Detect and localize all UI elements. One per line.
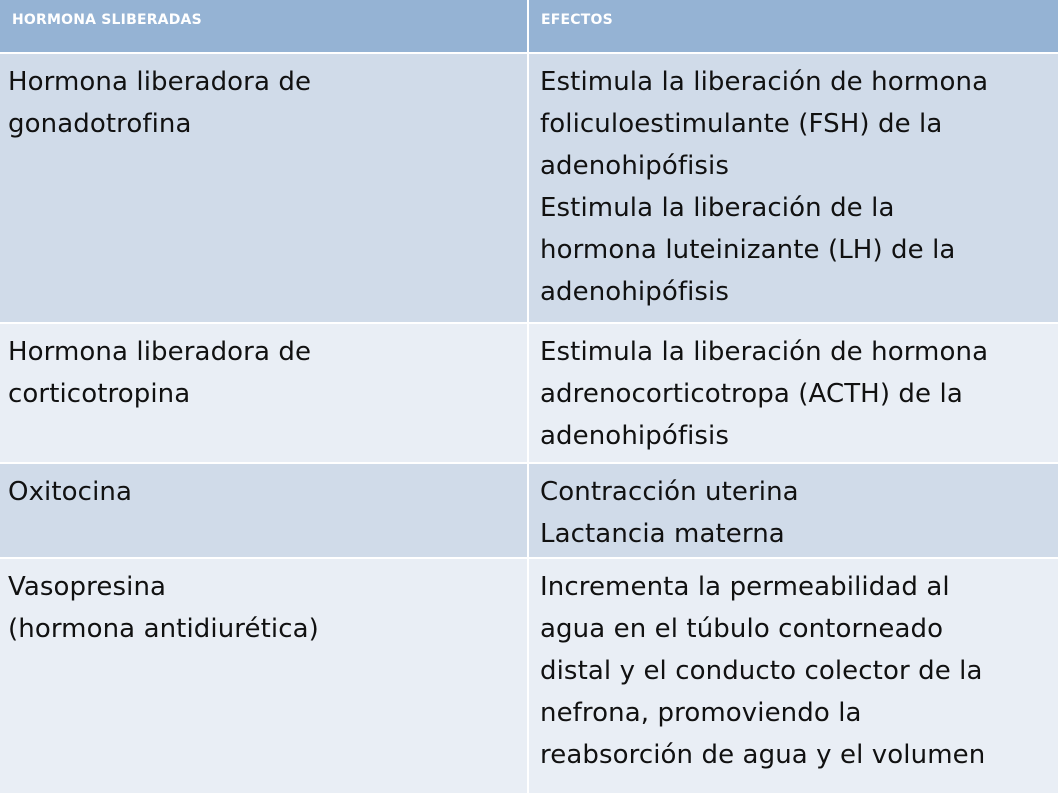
effect-text: Estimula la liberación de hormona — [540, 67, 989, 97]
effect-text: distal y el conducto colector de la — [540, 656, 983, 686]
effects-cell — [529, 464, 1058, 557]
hormone-cell — [0, 559, 529, 793]
effect-text: Estimula la liberación de la — [540, 193, 895, 223]
effects-cell — [529, 559, 1058, 793]
effects-cell — [529, 54, 1058, 322]
table-header-row — [0, 0, 1058, 52]
table-row — [0, 464, 1058, 557]
hormone-text: Hormona liberadora de — [8, 67, 312, 97]
effect-text: agua en el túbulo contorneado — [540, 614, 944, 644]
effect-text: adrenocorticotropa (ACTH) de la — [540, 379, 963, 409]
effect-text: hormona luteinizante (LH) de la — [540, 235, 956, 265]
header-hormones: HORMONA SLIBERADAS — [0, 0, 529, 52]
effect-text: Estimula la liberación de hormona — [540, 337, 989, 367]
effect-text: adenohipófisis — [540, 421, 730, 451]
hormone-text: Hormona liberadora de — [8, 337, 312, 367]
hormone-cell — [0, 464, 529, 557]
header-effects: EFECTOS — [541, 12, 613, 28]
hormone-text: gonadotrofina — [8, 109, 192, 139]
effect-text: reabsorción de agua y el volumen — [540, 740, 986, 770]
effect-text: adenohipófisis — [540, 277, 730, 307]
effect-text: nefrona, promoviendo la — [540, 698, 862, 728]
effect-text: Lactancia materna — [540, 519, 785, 549]
hormone-cell — [0, 324, 529, 462]
table-row — [0, 54, 1058, 322]
hormone-text: Vasopresina — [8, 572, 167, 602]
effects-cell — [529, 324, 1058, 462]
effect-text: adenohipófisis — [540, 151, 730, 181]
hormone-text: corticotropina — [8, 379, 191, 409]
hormone-text: Oxitocina — [8, 477, 133, 507]
hormone-text: (hormona antidiurética) — [8, 614, 319, 644]
effect-text: Contracción uterina — [540, 477, 799, 507]
effect-text: foliculoestimulante (FSH) de la — [540, 109, 943, 139]
hormone-cell — [0, 54, 529, 322]
table-row — [0, 559, 1058, 793]
effect-text: Incrementa la permeabilidad al — [540, 572, 950, 602]
table-row — [0, 324, 1058, 462]
